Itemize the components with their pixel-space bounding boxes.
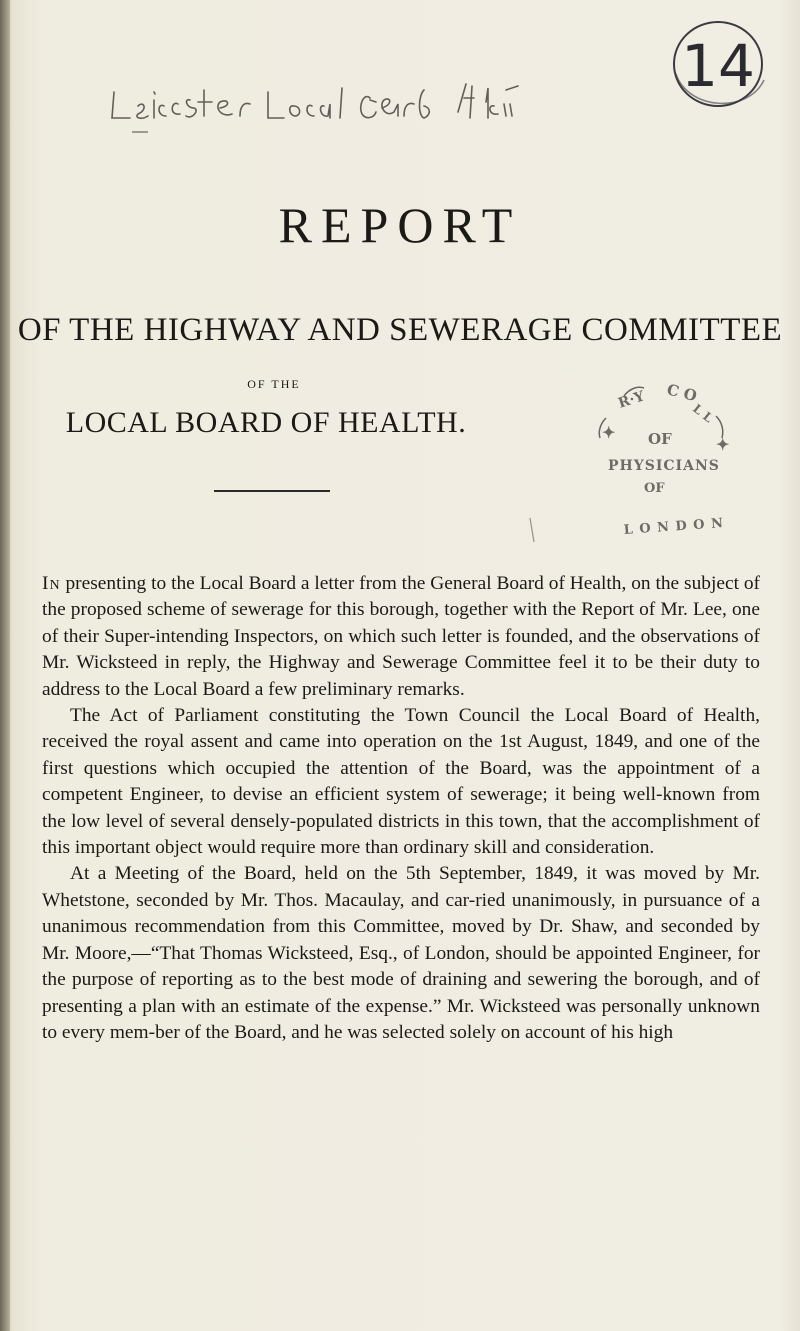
paragraph-3: At a Meeting of the Board, held on the 5th September, 1849, it was moved by Mr. Whetstone, seconded by Mr. Thos. Macaulay, and car-ried unanimously, in pursuance of a unanimous recommendation from this Committee, moved by Dr. Shaw, and seconded by Mr. Moore,—“That Thomas Wicksteed, Esq., of London, should be appointed Engineer, for the purpose of reporting as to the best mode of draining and sewering the borough, and of presenting a plan with an estimate of the expense.” Mr. Wicksteed was personally unknown to every mem-ber of the Board, and he was selected solely on account of his high xyxy=(42,863,760,1043)
svg-text:L O N D O N: L O N D O N xyxy=(623,516,725,538)
page-number-text: 14 xyxy=(681,32,755,100)
svg-text:✦: ✦ xyxy=(716,435,730,454)
handwritten-note xyxy=(108,76,668,136)
svg-text:OF: OF xyxy=(644,481,665,496)
report-body xyxy=(42,571,760,1046)
committee-title: OF THE HIGHWAY AND SEWERAGE COMMITTEE xyxy=(17,312,783,348)
of-the-label: OF THE xyxy=(247,377,301,391)
paragraph-1 xyxy=(42,571,760,703)
paragraph-1-text: presenting to the Local Board a letter from the General Board of Health, on the subject of the proposed scheme of sewerage for this borough, together with the Report of Mr. Lee, one of their Super-intending Inspectors, on which such letter is founded, and the observations of Mr. Wicksteed in reply, the Highway and Sewerage Committee feel it to be their duty to address to the Local Board a few preliminary remarks. xyxy=(42,573,760,700)
paragraph-2: The Act of Parliament constituting the Town Council the Local Board of Health, received the royal assent and came into operation on the 1st August, 1849, and one of the first questions which occupied the attention of the Board, was the appointment of a competent Engineer, to devise an efficient system of sewerage; it being well-known from the low level of several densely-populated districts in this town, that the accomplishment of this important object would require more than ordinary skill and consideration. xyxy=(42,705,760,859)
svg-text:✦: ✦ xyxy=(602,423,616,442)
svg-text:L L: L L xyxy=(690,401,716,426)
svg-text:OF: OF xyxy=(648,430,672,448)
page-number xyxy=(668,14,768,114)
library-stamp-seal xyxy=(520,366,760,550)
svg-text:C O: C O xyxy=(665,380,699,406)
board-title: LOCAL BOARD OF HEALTH. xyxy=(65,406,467,439)
paragraph-1-lead: In xyxy=(42,573,61,594)
title-rule xyxy=(214,490,330,492)
svg-text:PHYSICIANS: PHYSICIANS xyxy=(608,458,720,474)
svg-text:R·Y: R·Y xyxy=(616,388,647,412)
report-title: REPORT xyxy=(278,197,522,253)
